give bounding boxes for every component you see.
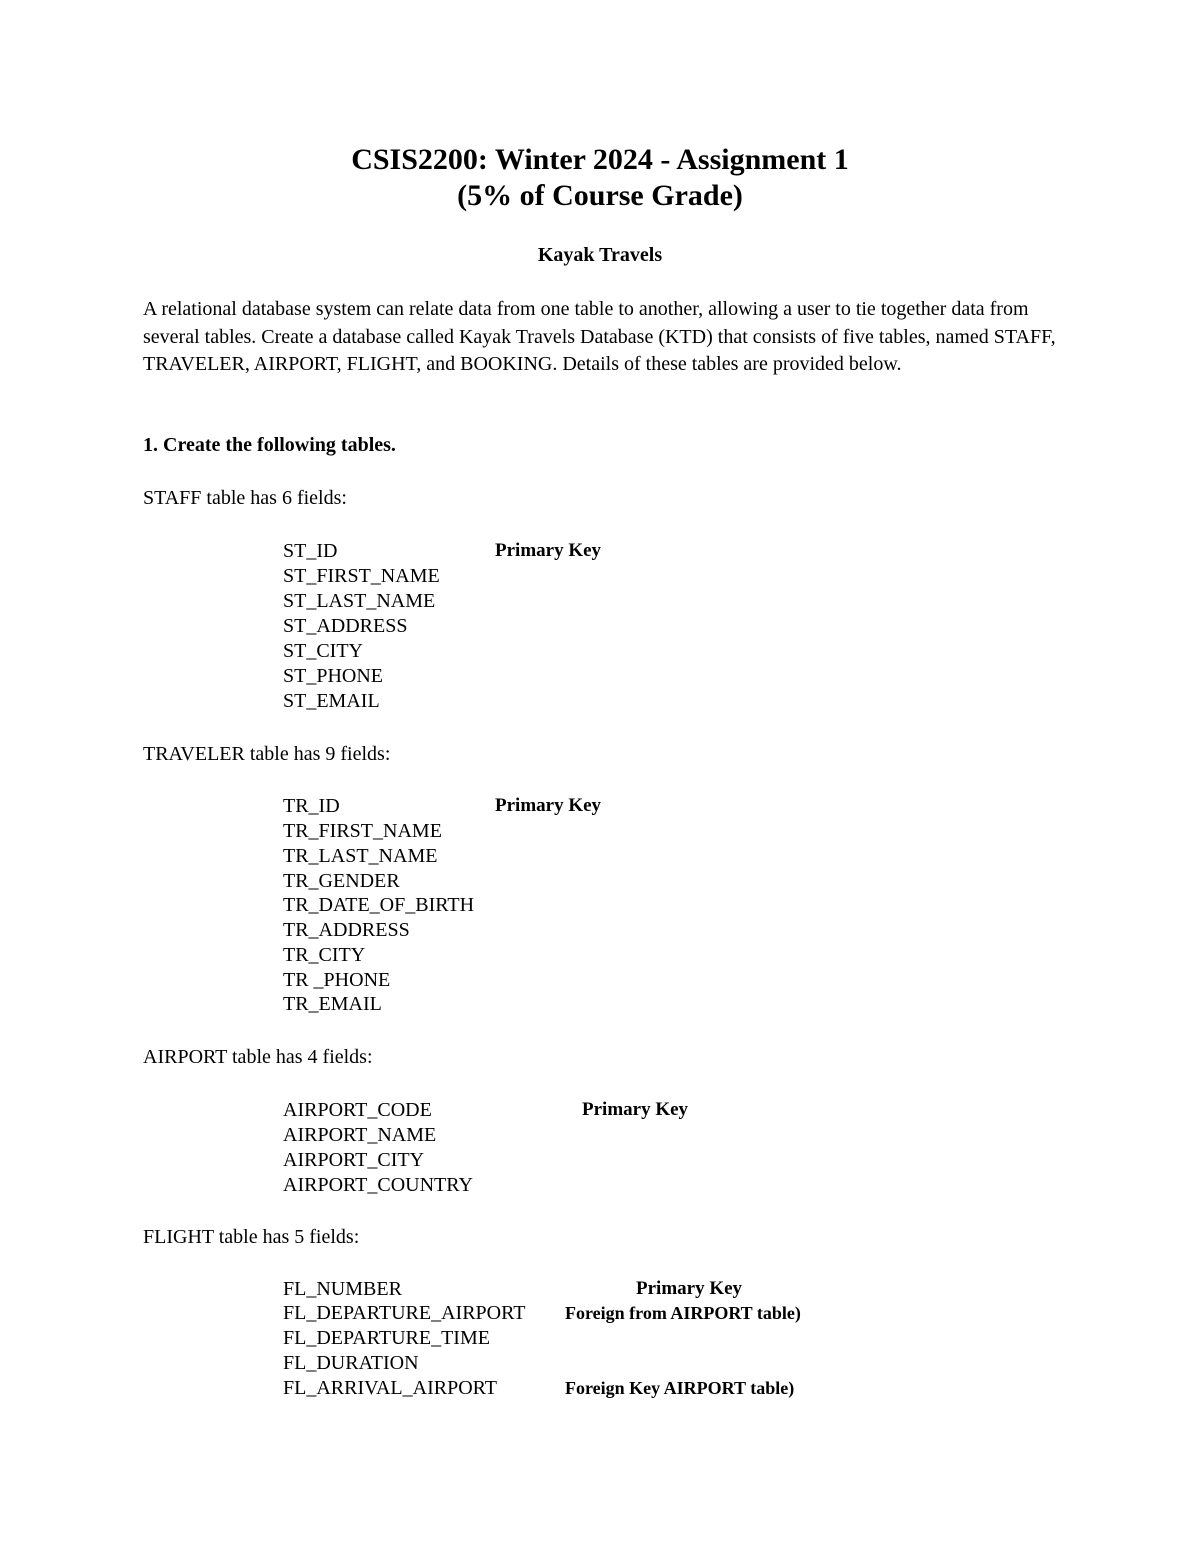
flight-table-heading: FLIGHT table has 5 fields: [143, 1226, 360, 1248]
airport-field: AIRPORT_CITY [283, 1149, 425, 1171]
traveler-field: TR_CITY [283, 944, 366, 966]
section1-heading: 1. Create the following tables. [143, 434, 396, 456]
flight-field: FL_NUMBER [283, 1278, 402, 1300]
staff-field: ST_PHONE [283, 665, 384, 687]
flight-field: FL_DURATION [283, 1352, 419, 1374]
airport-field: AIRPORT_COUNTRY [283, 1174, 473, 1196]
doc-title-line2: (5% of Course Grade) [457, 179, 743, 212]
intro-paragraph: A relational database system can relate data from one table to another, allowing a user to tie together data from several tables. Create a database called Kayak Travels Database (KTD) that consists of five tables, named STAFF, TRAVELER, AIRPORT, FLIGHT, and BOOKING. Details of these tables are provided below. [143, 298, 1056, 375]
staff-table-heading: STAFF table has 6 fields: [143, 487, 347, 509]
traveler-field: TR_DATE_OF_BIRTH [283, 894, 475, 916]
doc-title-line1: CSIS2200: Winter 2024 - Assignment 1 [351, 143, 849, 176]
traveler-field: TR _PHONE [283, 969, 391, 991]
traveler-table-heading: TRAVELER table has 9 fields: [143, 743, 391, 765]
staff-field: ST_ADDRESS [283, 615, 408, 637]
doc-subtitle: Kayak Travels [537, 244, 663, 266]
airport-field: AIRPORT_CODE [283, 1099, 432, 1121]
staff-field: ST_ID [283, 540, 338, 562]
traveler-field: TR_EMAIL [283, 993, 382, 1015]
staff-field: ST_EMAIL [283, 690, 380, 712]
flight-departure-foreign-key-label: Foreign from AIRPORT table) [565, 1303, 801, 1323]
staff-primary-key-label: Primary Key [495, 540, 602, 561]
flight-field: FL_ARRIVAL_AIRPORT [283, 1377, 498, 1399]
traveler-field: TR_FIRST_NAME [283, 820, 442, 842]
traveler-field: TR_GENDER [283, 870, 400, 892]
flight-field: FL_DEPARTURE_AIRPORT [283, 1302, 526, 1324]
traveler-primary-key-label: Primary Key [495, 795, 602, 816]
staff-field: ST_FIRST_NAME [283, 565, 440, 587]
flight-field: FL_DEPARTURE_TIME [283, 1327, 490, 1349]
airport-table-heading: AIRPORT table has 4 fields: [143, 1046, 373, 1068]
airport-field: AIRPORT_NAME [283, 1124, 437, 1146]
flight-primary-key-label: Primary Key [636, 1278, 743, 1299]
airport-primary-key-label: Primary Key [582, 1099, 689, 1120]
traveler-field: TR_ID [283, 795, 340, 817]
traveler-field: TR_ADDRESS [283, 919, 410, 941]
traveler-field: TR_LAST_NAME [283, 845, 438, 867]
flight-arrival-foreign-key-label: Foreign Key AIRPORT table) [565, 1378, 795, 1398]
staff-field: ST_CITY [283, 640, 363, 662]
staff-field: ST_LAST_NAME [283, 590, 436, 612]
